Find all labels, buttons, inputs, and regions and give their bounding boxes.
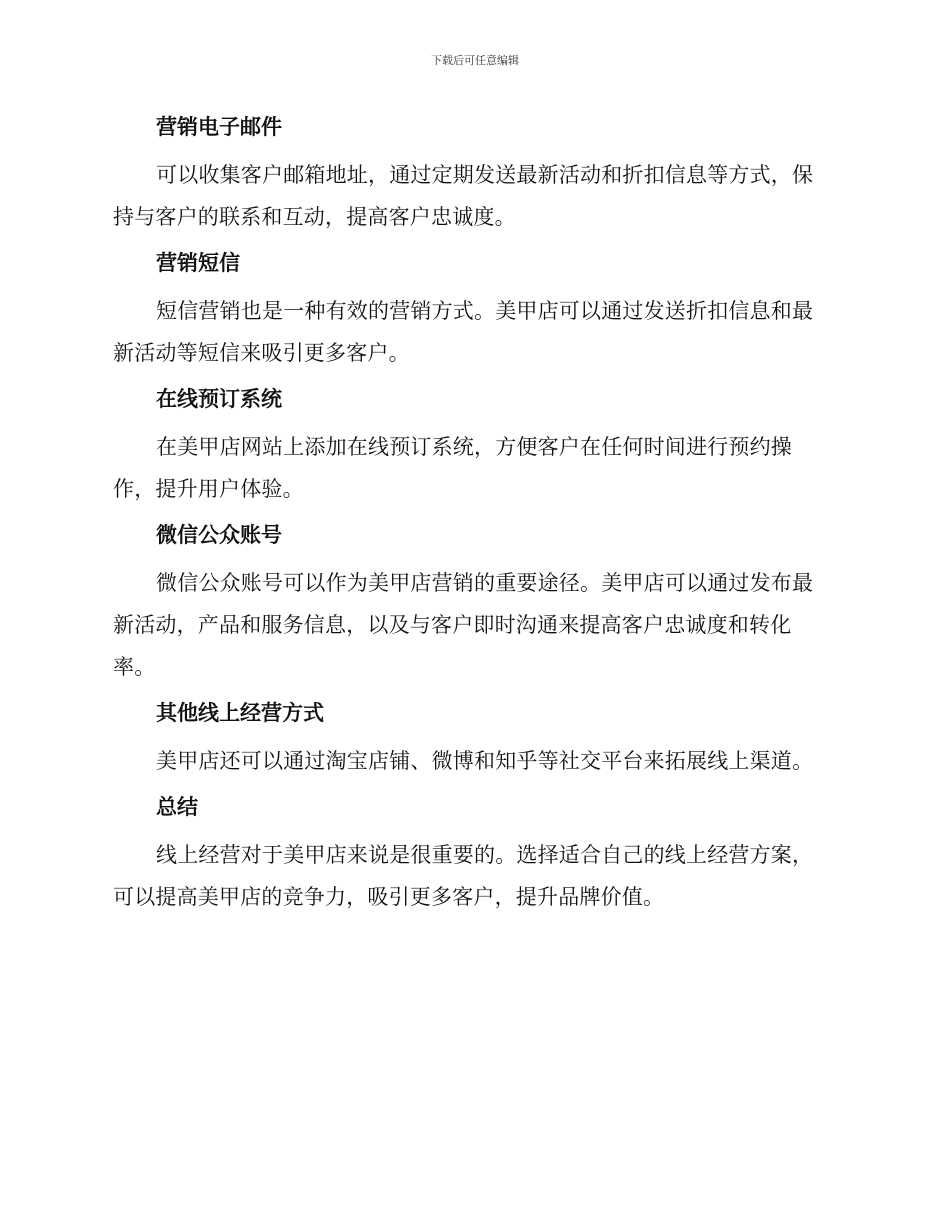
section-heading: 其他线上经营方式 — [156, 701, 324, 725]
section-paragraph: 在美甲店网站上添加在线预订系统，方便客户在任何时间进行预约操作，提升用户体验。 — [113, 435, 792, 501]
section-paragraph: 短信营销也是一种有效的营销方式。美甲店可以通过发送折扣信息和最新活动等短信来吸引更多客户。 — [113, 299, 814, 365]
section-summary — [113, 790, 833, 918]
section-heading: 营销短信 — [156, 251, 240, 275]
section-heading: 营销电子邮件 — [156, 115, 282, 139]
section-heading: 微信公众账号 — [156, 523, 282, 547]
section-paragraph: 微信公众账号可以作为美甲店营销的重要途径。美甲店可以通过发布最新活动，产品和服务信息，以及与客户即时沟通来提高客户忠诚度和转化率。 — [113, 571, 814, 679]
section-paragraph: 线上经营对于美甲店来说是很重要的。选择适合自己的线上经营方案，可以提高美甲店的竞争力，吸引更多客户，提升品牌价值。 — [113, 843, 814, 909]
page-header: 下载后可任意编辑 — [431, 54, 519, 67]
section-paragraph: 美甲店还可以通过淘宝店铺、微博和知乎等社交平台来拓展线上渠道。 — [156, 749, 814, 773]
section-online-booking — [113, 382, 833, 510]
section-email-marketing — [113, 110, 833, 238]
section-wechat-account — [113, 518, 833, 688]
section-heading: 总结 — [156, 795, 198, 819]
section-sms-marketing — [113, 246, 833, 374]
section-other-online-methods — [113, 696, 833, 782]
section-paragraph: 可以收集客户邮箱地址，通过定期发送最新活动和折扣信息等方式，保持与客户的联系和互动，提高客户忠诚度。 — [113, 163, 814, 229]
document-content — [113, 110, 833, 926]
section-heading: 在线预订系统 — [156, 387, 282, 411]
